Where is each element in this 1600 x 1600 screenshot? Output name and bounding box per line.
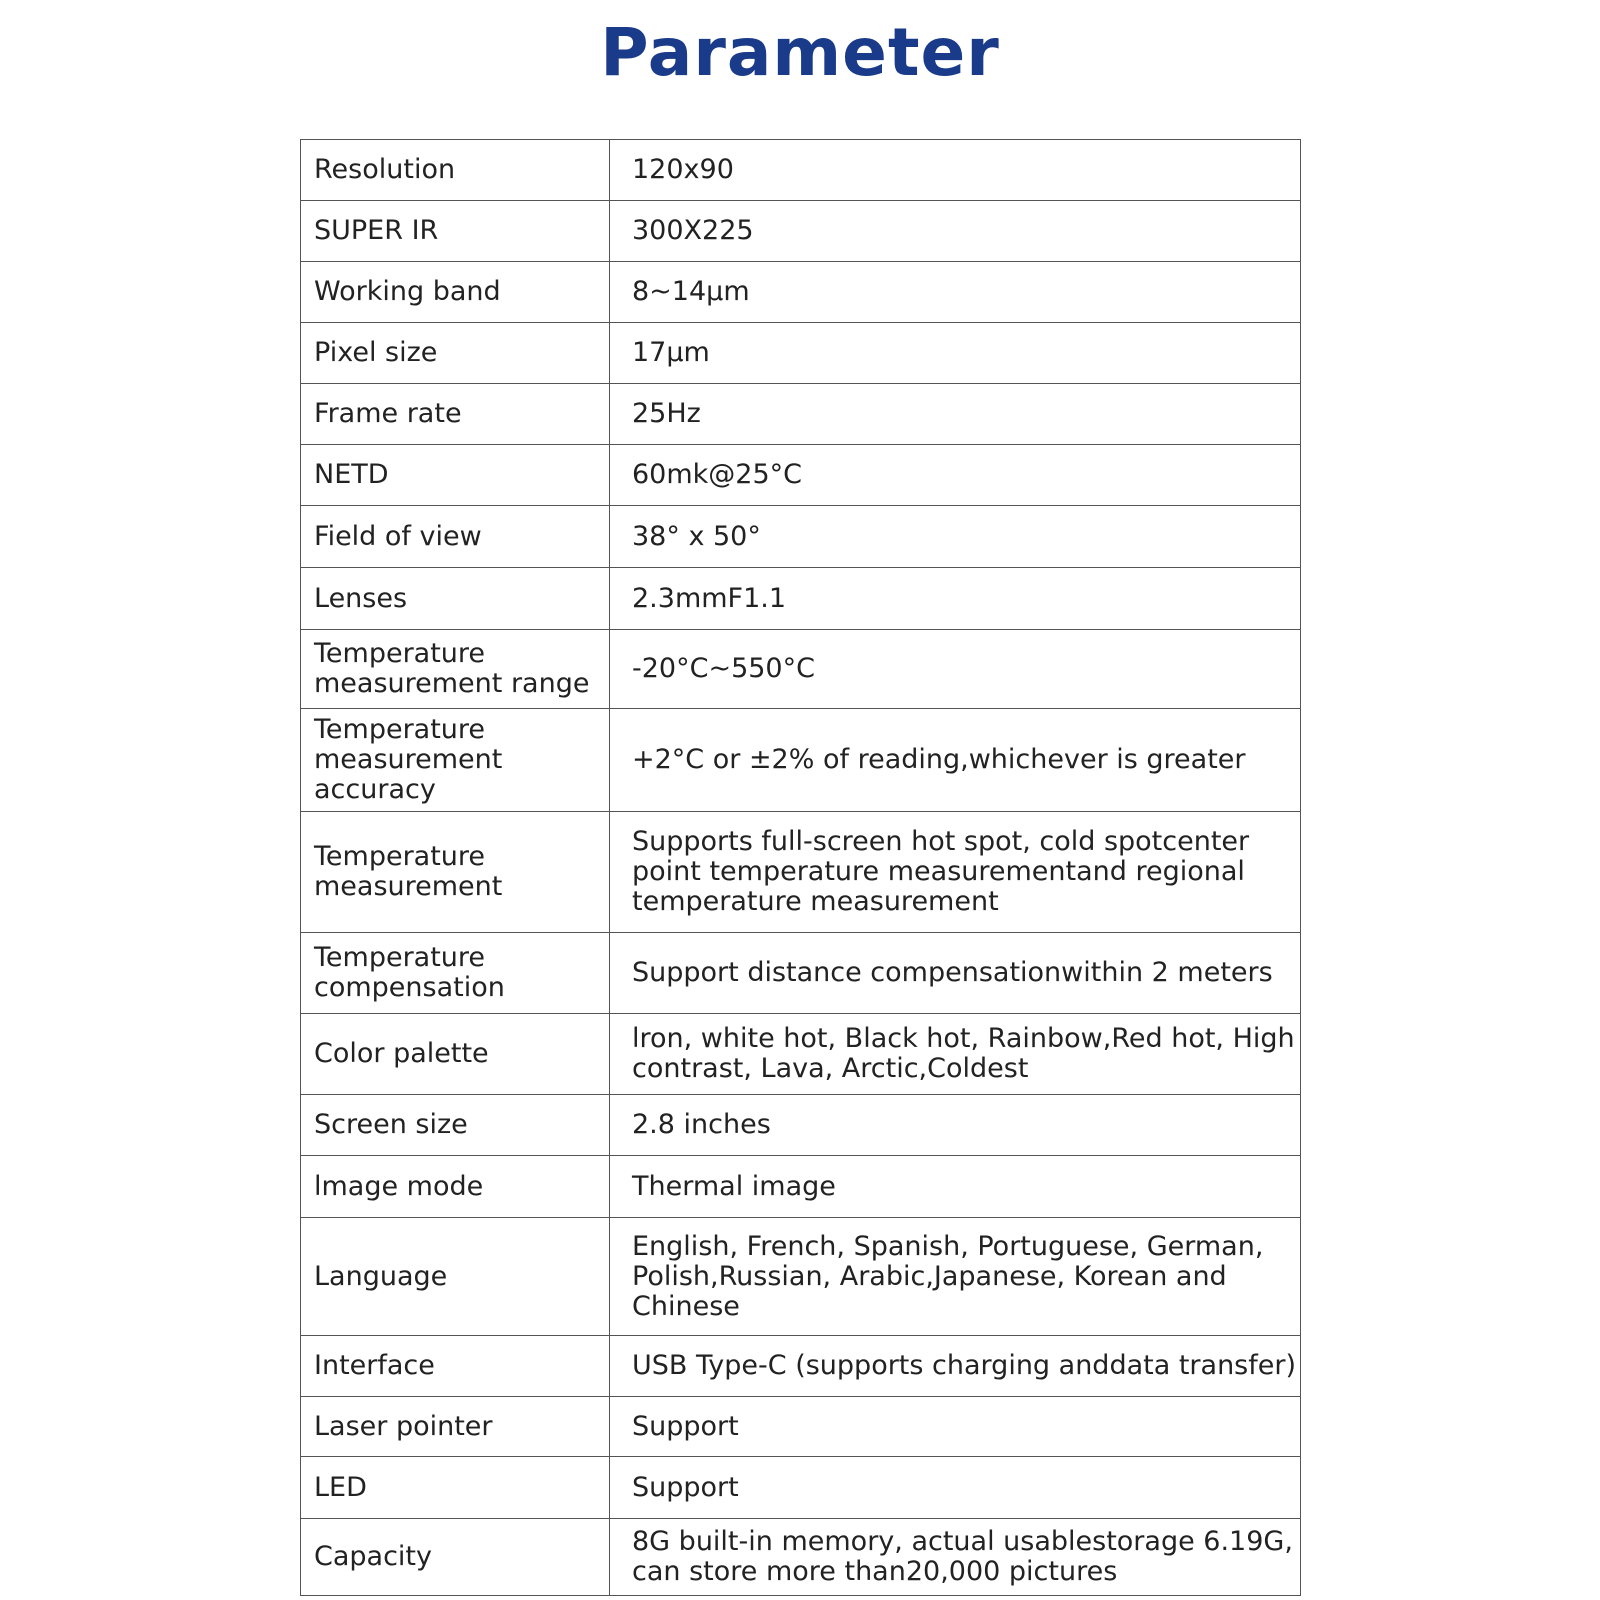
- table-row: [301, 630, 1301, 709]
- row-label: Temperature measurement: [301, 812, 610, 933]
- row-value: 300X225: [610, 201, 1301, 262]
- row-value: 2.8 inches: [610, 1095, 1301, 1156]
- row-label: Field of view: [301, 506, 610, 568]
- table-row: [301, 812, 1301, 933]
- row-value: -20°C~550°C: [610, 630, 1301, 709]
- table-row: [301, 1457, 1301, 1519]
- table-row: [301, 140, 1301, 201]
- row-label: SUPER IR: [301, 201, 610, 262]
- row-value: Support distance compensationwithin 2 meters: [610, 933, 1301, 1014]
- table-row: [301, 201, 1301, 262]
- row-value: 60mk@25°C: [610, 445, 1301, 506]
- row-label: Temperature measurement accuracy: [301, 709, 610, 812]
- row-label: Resolution: [301, 140, 610, 201]
- table-row: [301, 1218, 1301, 1336]
- table-row: [301, 1519, 1301, 1596]
- row-label: Language: [301, 1218, 610, 1336]
- row-label: Interface: [301, 1336, 610, 1397]
- row-label: Color palette: [301, 1014, 610, 1095]
- row-value: Supports full-screen hot spot, cold spotcenter point temperature measurementand regional temperature measurement: [610, 812, 1301, 933]
- row-value: English, French, Spanish, Portuguese, German, Polish,Russian, Arabic,Japanese, Korean and Chinese: [610, 1218, 1301, 1336]
- row-label: Frame rate: [301, 384, 610, 445]
- table-row: [301, 1156, 1301, 1218]
- table-row: [301, 1397, 1301, 1457]
- row-value: 25Hz: [610, 384, 1301, 445]
- parameter-table: [300, 139, 1301, 1596]
- row-label: Screen size: [301, 1095, 610, 1156]
- row-label: NETD: [301, 445, 610, 506]
- row-value: Support: [610, 1457, 1301, 1519]
- row-value: 17μm: [610, 323, 1301, 384]
- row-value: lron, white hot, Black hot, Rainbow,Red hot, High contrast, Lava, Arctic,Coldest: [610, 1014, 1301, 1095]
- row-value: 8~14μm: [610, 262, 1301, 323]
- table-row: [301, 933, 1301, 1014]
- table-row: [301, 709, 1301, 812]
- table-row: [301, 384, 1301, 445]
- row-value: 38° x 50°: [610, 506, 1301, 568]
- row-value: 120x90: [610, 140, 1301, 201]
- row-label: Temperature compensation: [301, 933, 610, 1014]
- table-row: [301, 568, 1301, 630]
- row-label: Working band: [301, 262, 610, 323]
- row-label: Laser pointer: [301, 1397, 610, 1457]
- row-value: Thermal image: [610, 1156, 1301, 1218]
- row-value: USB Type-C (supports charging anddata transfer): [610, 1336, 1301, 1397]
- row-value: 8G built-in memory, actual usablestorage 6.19G, can store more than20,000 pictures: [610, 1519, 1301, 1596]
- row-label: Capacity: [301, 1519, 610, 1596]
- row-label: Pixel size: [301, 323, 610, 384]
- table-row: [301, 1014, 1301, 1095]
- row-value: +2°C or ±2% of reading,whichever is greater: [610, 709, 1301, 812]
- row-label: Temperature measurement range: [301, 630, 610, 709]
- table-row: [301, 445, 1301, 506]
- table-row: [301, 506, 1301, 568]
- table-row: [301, 323, 1301, 384]
- row-label: LED: [301, 1457, 610, 1519]
- table-row: [301, 262, 1301, 323]
- page-title: Parameter: [600, 14, 1000, 91]
- row-value: Support: [610, 1397, 1301, 1457]
- row-label: Lenses: [301, 568, 610, 630]
- table-row: [301, 1095, 1301, 1156]
- row-value: 2.3mmF1.1: [610, 568, 1301, 630]
- row-label: lmage mode: [301, 1156, 610, 1218]
- table-row: [301, 1336, 1301, 1397]
